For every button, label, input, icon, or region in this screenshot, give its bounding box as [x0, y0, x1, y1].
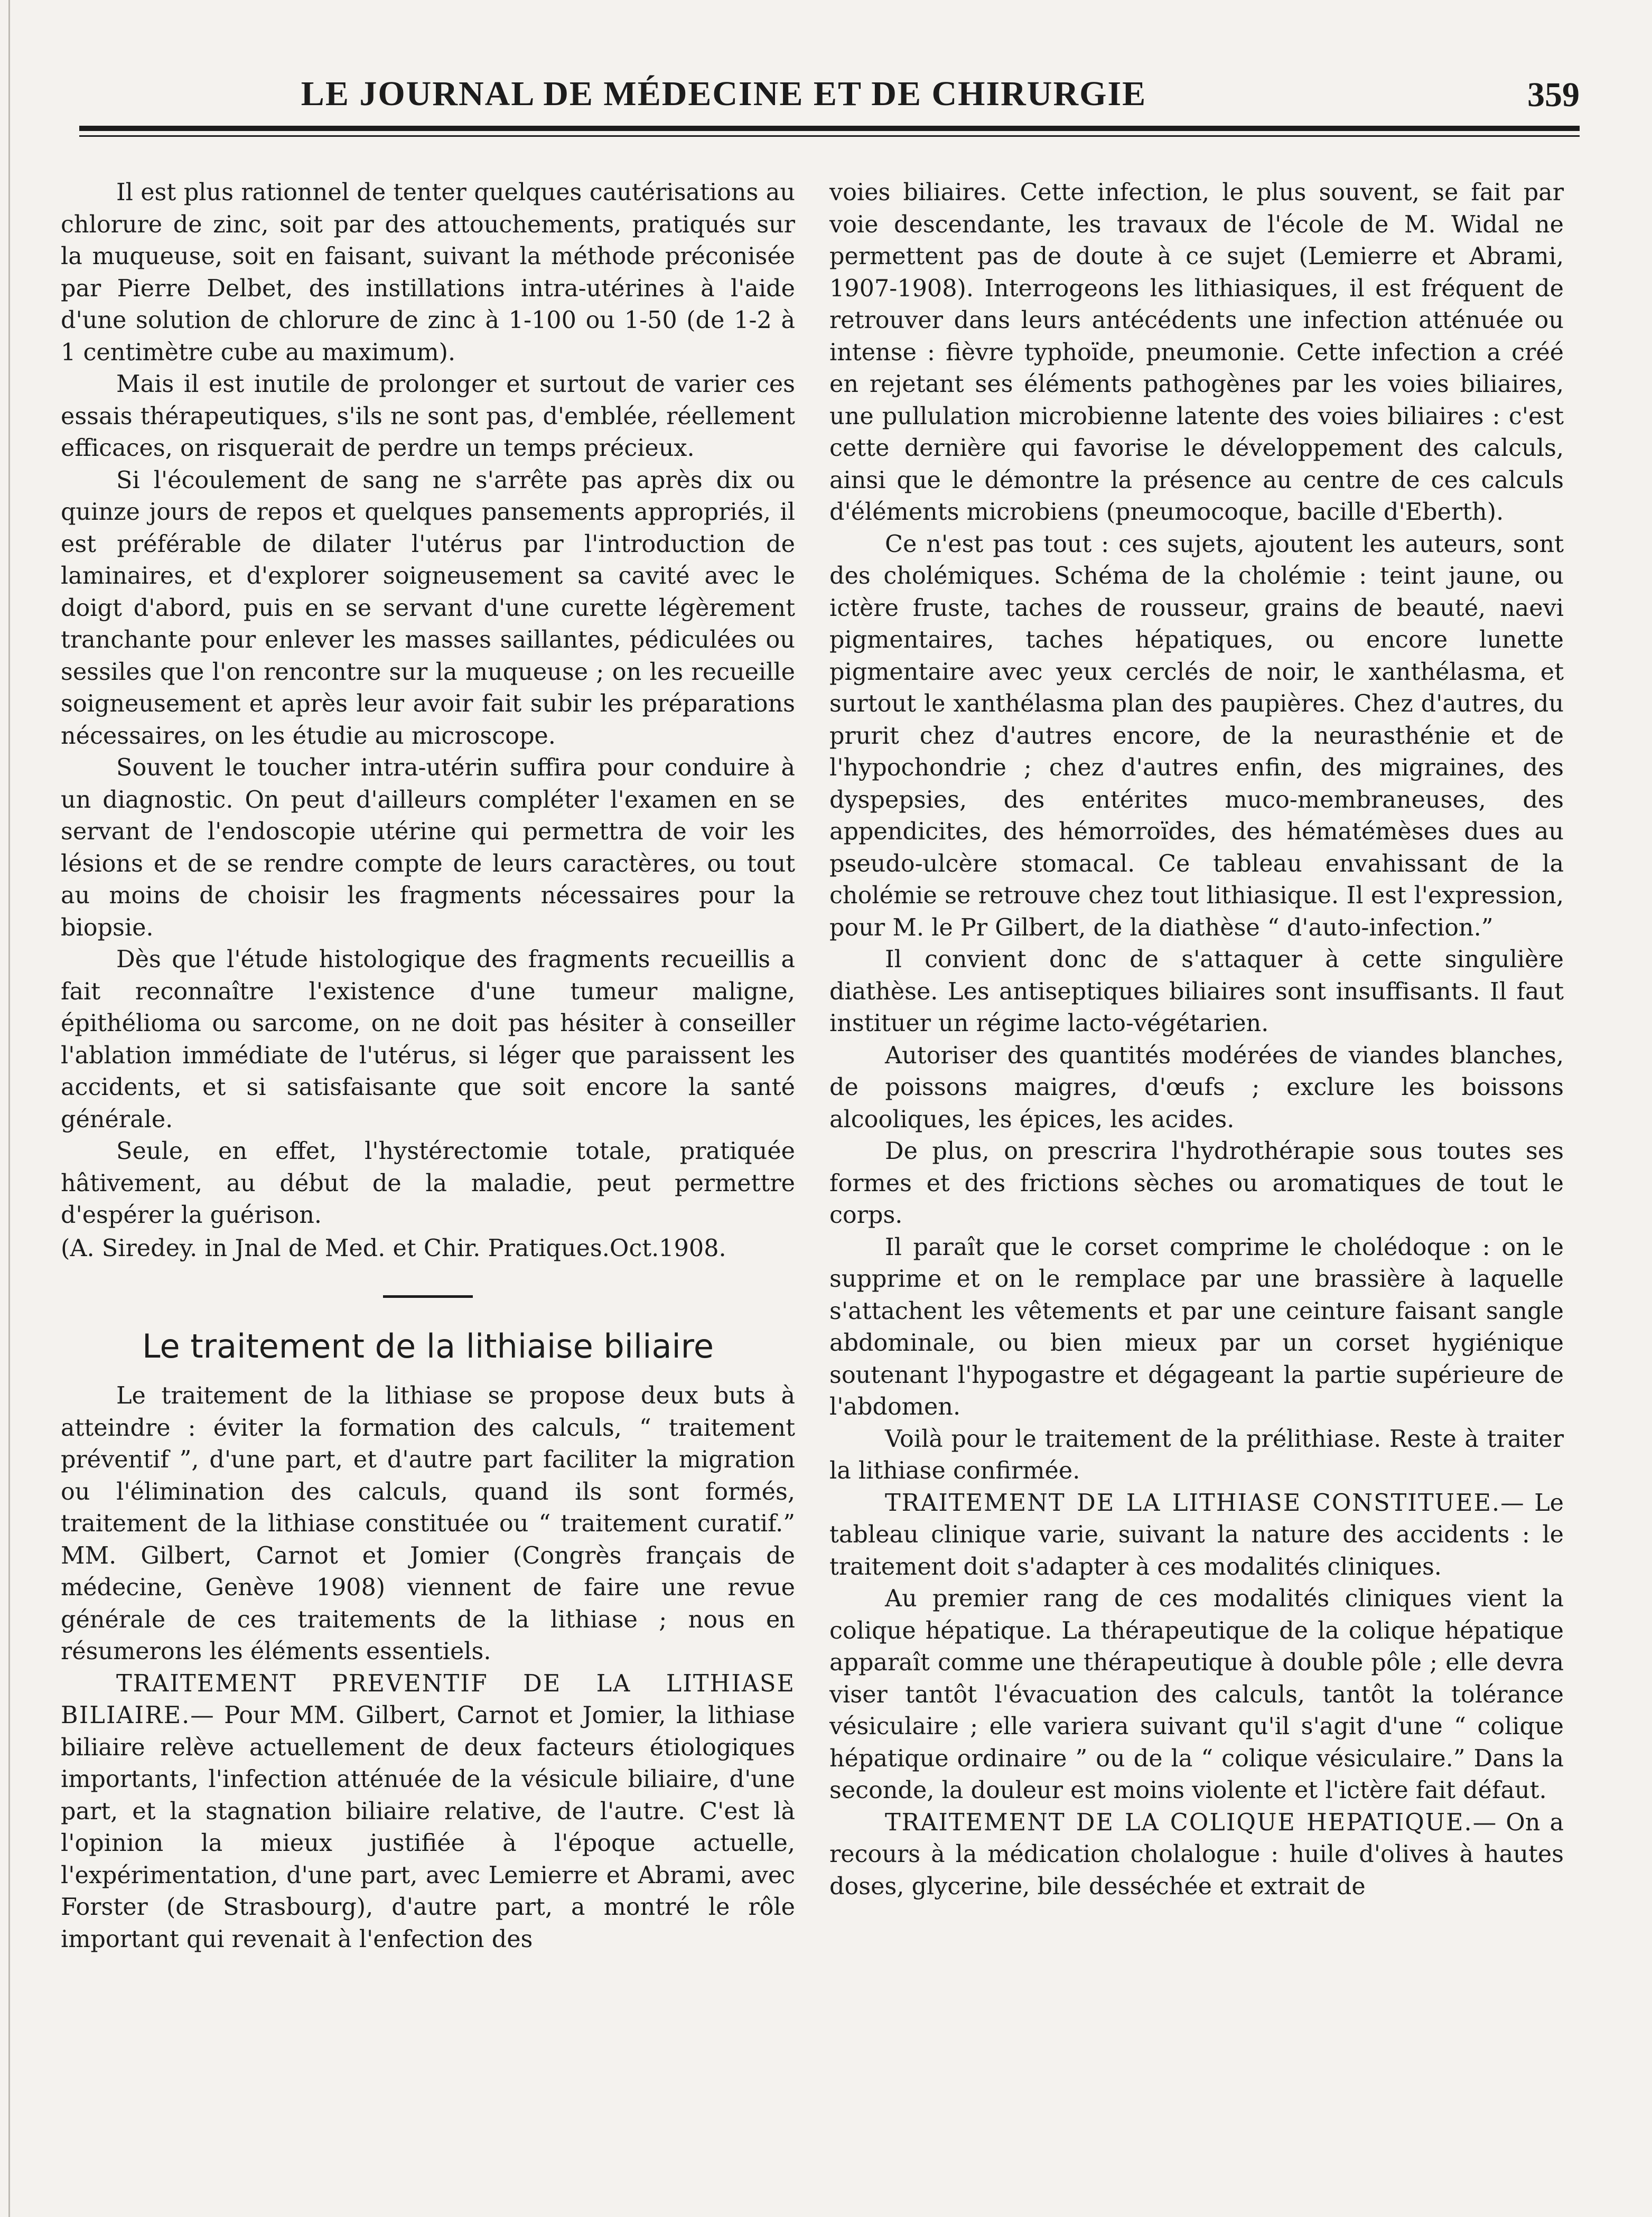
- subheading-constituee: TRAITEMENT DE LA LITHIASE CONSTITUEE.: [885, 1489, 1501, 1517]
- subheading-colique: TRAITEMENT DE LA COLIQUE HEPATIQUE.: [885, 1809, 1473, 1836]
- preventif-text: — Pour MM. Gilbert, Carnot et Jomier, la lithiase biliaire relève actuellement de deux facteurs étiologiques importants, l'infection atténuée de la vésicule biliaire, d'une part, et la stagnation biliaire relative, de l'autre. C'est là l'opinion la mieux justifiée à l'époque actuelle, l'expérimentation, d'une part, avec Lemierre et Abrami, avec Forster (de Strasbourg), d'autre part, a montré le rôle important qui revenait à l'enfection des: [61, 1702, 795, 1953]
- journal-title: LE JOURNAL DE MÉDECINE ET DE CHIRURGIE: [301, 74, 1147, 113]
- paragraph-hysterectomie: Seule, en effet, l'hystérectomie totale, pratiquée hâtivement, au début de la maladie, peut permettre d'espérer la guérison.: [61, 1138, 795, 1229]
- paragraph-hydrotherapie: De plus, on prescrira l'hydrothérapie sous toutes ses formes et des frictions sèches ou aromatiques de tout le corps.: [829, 1138, 1564, 1229]
- running-head: [79, 63, 1580, 121]
- citation: (A. Siredey. in Jnal de Med. et Chir. Pratiques.Oct.1908.: [61, 1234, 726, 1262]
- paragraph-infection: voies biliaires. Cette infection, le plus souvent, se fait par voie descendante, les travaux de l'école de M. Widal ne permettent pas de doute à ce sujet (Lemierre et Abrami, 1907-1908). Interrogeons les lithiasiques, il est fréquent de retrouver dans leurs antécédents une infection atténuée ou intense : fièvre typhoïde, pneumonie. Cette infection a créé en rejetant ses éléments pathogènes par les voies biliaires, une pullulation microbienne latente des voies biliaires : c'est cette dernière qui favorise le développement des calculs, ainsi que le démontre la présence au centre de ces calculs d'éléments microbiens (pneumocoque, bacille d'Eberth).: [829, 179, 1564, 526]
- constituee-text: — Le tableau clinique varie, suivant la nature des accidents : le traitement doit s'adapter à ces modalités cliniques.: [829, 1489, 1564, 1580]
- page-number: 359: [1527, 76, 1580, 114]
- paragraph-colique: Au premier rang de ces modalités cliniques vient la colique hépatique. La thérapeutique de la colique hépatique apparaît comme une thérapeutique à double pôle ; elle devra viser tantôt l'évacuation des calculs, tantôt la tolérance vésiculaire ; elle variera suivant qu'il s'agit d'une “ colique hépatique ordinaire ” ou de la “ colique vésiculaire.” Dans la seconde, la douleur est moins violente et l'ictère fait défaut.: [829, 1585, 1564, 1804]
- paragraph-corset: Il paraît que le corset comprime le cholédoque : on le supprime et on le remplace par une brassière à laquelle s'attachent les vêtements et par une ceinture faisant sangle abdominale, ou bien mieux par un corset hygiénique soutenant l'hypogastre et dégageant la partie supérieure de l'abdomen.: [829, 1233, 1564, 1420]
- left-column: [61, 177, 795, 1956]
- header-rule-thin: [79, 135, 1580, 137]
- paragraph-ecoulement: Si l'écoulement de sang ne s'arrête pas après dix ou quinze jours de repos et quelques pansements appropriés, il est préférable de dilater l'utérus par l'introduction de laminaires, et d'explorer soigneusement sa cavité avec le doigt d'abord, puis en se servant d'une curette légèrement tranchante pour enlever les masses saillantes, pédiculées ou sessiles que l'on rencontre sur la muqueuse ; on les recueille soigneusement et après leur avoir fait subir les préparations nécessaires, on les étudie au microscope.: [61, 466, 795, 750]
- paragraph-colique-traitement: [829, 1807, 1564, 1903]
- paragraph-histologie: Dès que l'étude histologique des fragments recueillis a fait reconnaître l'existence d'une tumeur maligne, épithélioma ou sarcome, on ne doit pas hésiter à conseiller l'ablation immédiate de l'utérus, si léger que paraissent les accidents, et si satisfaisante que soit encore la santé générale.: [61, 946, 795, 1133]
- subheading-preventif: TRAITEMENT PREVENTIF DE LA LITHIASE BILIAIRE.: [61, 1670, 795, 1729]
- header-rule-thick: [79, 126, 1580, 131]
- page-edge-shadow: [8, 0, 10, 2217]
- paragraph-preventif: [61, 1668, 795, 1956]
- paragraph-prelithiase: Voilà pour le traitement de la prélithiase. Reste à traiter la lithiase confirmée.: [829, 1425, 1564, 1484]
- paragraph-cauterisations: Il est plus rationnel de tenter quelques cautérisations au chlorure de zinc, soit par des attouchements, pratiqués sur la muqueuse, soit en faisant, suivant la méthode préconisée par Pierre Delbet, des instillations intra-utérines à l'aide d'une solution de chlorure de zinc à 1-100 ou 1-50 (de 1-2 à 1 centimètre cube au maximum).: [61, 179, 795, 366]
- right-column: [829, 177, 1564, 1903]
- section-title: Le traitement de la lithiaise biliaire: [142, 1327, 714, 1365]
- colique-text: — On a recours à la médication cholalogue : huile d'olives à hautes doses, glycerine, bile desséchée et extrait de: [829, 1809, 1564, 1900]
- paragraph-intro: Le traitement de la lithiase se propose deux buts à atteindre : éviter la formation des calculs, “ traitement préventif ”, d'une part, et d'autre part faciliter la migration ou l'élimination des calculs, quand ils sont formés, traitement de la lithiase constituée ou “ traitement curatif.” MM. Gilbert, Carnot et Jomier (Congrès français de médecine, Genève 1908) viennent de faire une revue générale de ces traitements de la lithiase ; nous en résumerons les éléments essentiels.: [61, 1382, 795, 1665]
- paragraph-toucher: Souvent le toucher intra-utérin suffira pour conduire à un diagnostic. On peut d'ailleurs compléter l'examen en se servant de l'endoscopie utérine qui permettra de voir les lésions et de se rendre compte de leurs caractères, ou tout au moins de choisir les fragments nécessaires pour la biopsie.: [61, 754, 795, 941]
- paragraph-cholemie: Ce n'est pas tout : ces sujets, ajoutent les auteurs, sont des cholémiques. Schéma de la cholémie : teint jaune, ou ictère fruste, taches de rousseur, grains de beauté, naevi pigmentaires, taches hépatiques, ou encore lunette pigmentaire avec yeux cerclés de noir, le xanthélasma, et surtout le xanthélasma plan des paupières. Chez d'autres, du prurit chez d'autres encore, de la neurasthénie et de l'hypochondrie ; chez d'autres enfin, des migraines, des dyspepsies, des entérites muco-membraneuses, des appendicites, des hémorroïdes, des hématémèses dues au pseudo-ulcère stomacal. Ce tableau envahissant de la cholémie se retrouve chez tout lithiasique. Il est l'expression, pour M. le Pr Gilbert, de la diathèse “ d'auto-infection.”: [829, 530, 1564, 941]
- paragraph-essais: Mais il est inutile de prolonger et surtout de varier ces essais thérapeutiques, s'ils ne sont pas, d'emblée, réellement efficaces, on risquerait de perdre un temps précieux.: [61, 371, 795, 462]
- paragraph-constituee: [829, 1488, 1564, 1584]
- paragraph-regime: Autoriser des quantités modérées de viandes blanches, de poissons maigres, d'œufs ; exclure les boissons alcooliques, les épices, les acides.: [829, 1042, 1564, 1133]
- paragraph-diathese: Il convient donc de s'attaquer à cette singulière diathèse. Les antiseptiques biliaires sont insuffisants. Il faut instituer un régime lacto-végétarien.: [829, 946, 1564, 1037]
- section-separator: [383, 1295, 473, 1298]
